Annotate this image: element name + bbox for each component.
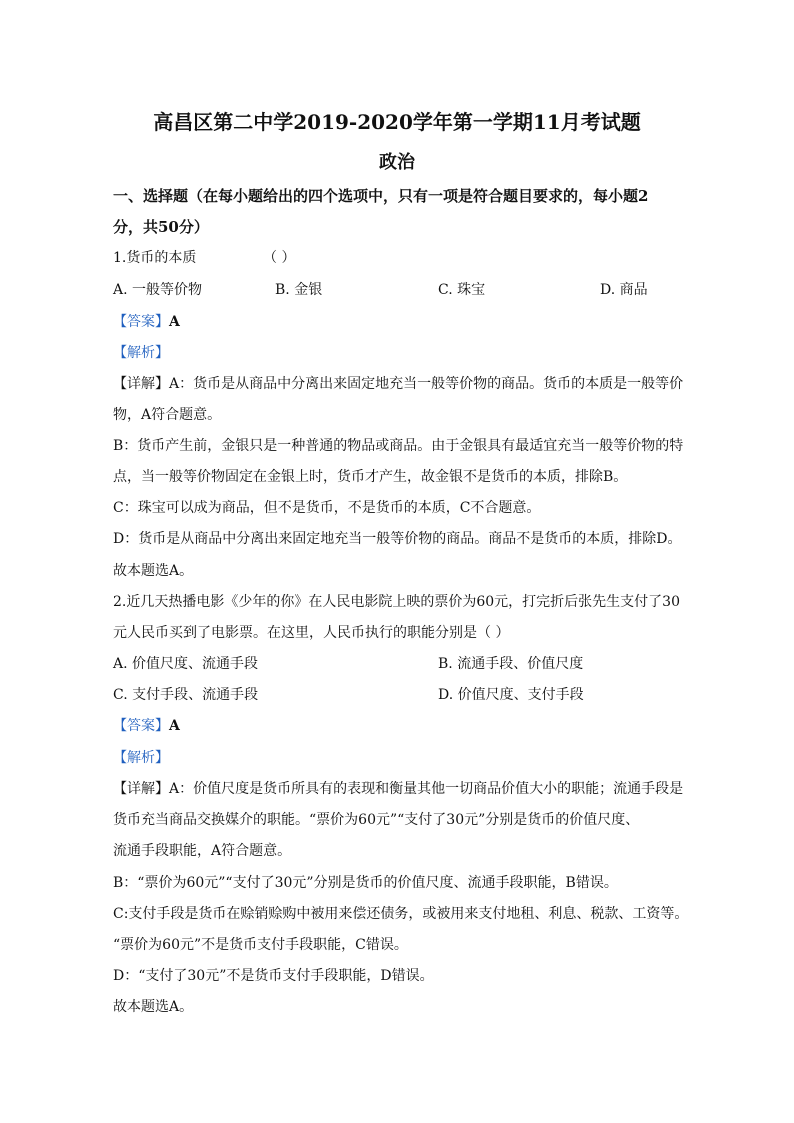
- q2-option-c: C. 支付手段、流通手段: [113, 687, 259, 703]
- q1-option-c: C. 珠宝: [438, 282, 486, 298]
- q1-explanation-line-4: 点，当一般等价物固定在金银上时，货币才产生，故金银不是货币的本质，排除B。: [113, 469, 628, 485]
- q1-answer-blank: （ ）: [263, 250, 296, 266]
- q2-option-b: B. 流通手段、价值尺度: [438, 656, 584, 672]
- section-heading-line1: 一、选择题（在每小题给出的四个选项中，只有一项是符合题目要求的，每小题2: [113, 187, 649, 205]
- q2-explanation-line-2: 货币充当商品交换媒介的职能。“票价为60元”“支付了30元”分别是货币的价值尺度、: [113, 812, 640, 828]
- q1-explanation-line-2: 物，A符合题意。: [113, 407, 222, 423]
- q1-option-a: A. 一般等价物: [113, 282, 203, 298]
- q1-explanation-line-5: C：珠宝可以成为商品，但不是货币，不是货币的本质，C不合题意。: [113, 500, 541, 516]
- q1-answer-tag: 【答案】: [113, 314, 169, 330]
- q2-answer-value: A: [169, 718, 180, 734]
- q2-detail-tag: 【详解】: [113, 781, 169, 797]
- q1-stem-row: [113, 248, 693, 268]
- q2-answer-tag: 【答案】: [113, 718, 169, 734]
- q1-option-d: D. 商品: [600, 282, 648, 298]
- q1-stem: 1.货币的本质: [113, 250, 197, 266]
- q1-analysis-tag: 【解析】: [113, 345, 169, 361]
- subject-title: 政治: [379, 152, 415, 173]
- q2-answer-row: [113, 716, 693, 736]
- q1-answer-value: A: [169, 314, 180, 330]
- q2-option-d: D. 价值尺度、支付手段: [438, 687, 584, 703]
- q2-explanation-line-5: C:支付手段是货币在赊销赊购中被用来偿还债务，或被用来支付地租、利息、税款、工资等。: [113, 906, 689, 922]
- q1-explanation-line-1: [113, 374, 693, 394]
- section-heading-line2: 分，共50分）: [113, 218, 209, 236]
- q2-stem-line1: 2.近几天热播电影《少年的你》在人民电影院上映的票价为60元，打完折后张先生支付了30: [113, 594, 680, 610]
- q2-explanation-text-1: A：价值尺度是货币所具有的表现和衡量其他一切商品价值大小的职能；流通手段是: [169, 781, 684, 797]
- q2-stem-line2: 元人民币买到了电影票。在这里，人民币执行的职能分别是（ ）: [113, 625, 510, 641]
- q2-explanation-line-8: 故本题选A。: [113, 999, 194, 1015]
- q1-explanation-line-6: D：货币是从商品中分离出来固定地充当一般等价物的商品。商品不是货币的本质，排除D。: [113, 531, 682, 547]
- q1-option-b: B. 金银: [275, 282, 323, 298]
- q1-explanation-line-7: 故本题选A。: [113, 563, 194, 579]
- q1-explanation-text-1: A：货币是从商品中分离出来固定地充当一般等价物的商品。货币的本质是一般等价: [169, 376, 684, 392]
- q1-explanation-line-3: B：货币产生前，金银只是一种普通的物品或商品。由于金银具有最适宜充当一般等价物的特: [113, 438, 684, 454]
- q2-explanation-line-1: [113, 779, 693, 799]
- q1-answer-row: [113, 312, 693, 332]
- exam-title: 高昌区第二中学2019-2020学年第一学期11月考试题: [153, 110, 641, 134]
- q2-option-a: A. 价值尺度、流通手段: [113, 656, 259, 672]
- q2-explanation-line-3: 流通手段职能，A符合题意。: [113, 843, 292, 859]
- q2-explanation-line-7: D：“支付了30元”不是货币支付手段职能，D错误。: [113, 968, 434, 984]
- q2-explanation-line-4: B：“票价为60元”“支付了30元”分别是货币的价值尺度、流通手段职能，B错误。: [113, 875, 618, 891]
- q1-detail-tag: 【详解】: [113, 376, 169, 392]
- q2-analysis-tag: 【解析】: [113, 750, 169, 766]
- q2-explanation-line-6: “票价为60元”不是货币支付手段职能，C错误。: [113, 937, 408, 953]
